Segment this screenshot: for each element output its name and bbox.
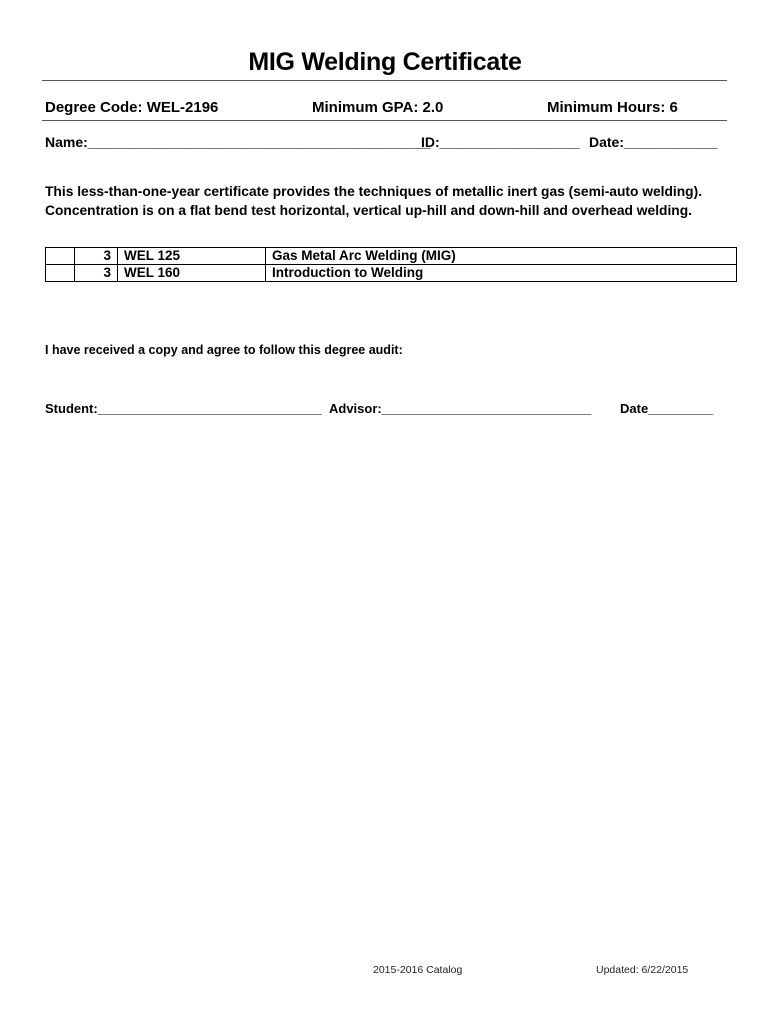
- degree-code: Degree Code: WEL-2196: [45, 99, 219, 116]
- advisor-signature-field[interactable]: Advisor:_____________________________: [329, 401, 592, 416]
- checkbox-cell[interactable]: [46, 265, 75, 282]
- date-field[interactable]: Date:____________: [589, 134, 718, 150]
- course-code: WEL 125: [118, 248, 266, 265]
- minimum-gpa: Minimum GPA: 2.0: [312, 99, 444, 116]
- checkbox-cell[interactable]: [46, 248, 75, 265]
- course-code: WEL 160: [118, 265, 266, 282]
- course-title: Gas Metal Arc Welding (MIG): [266, 248, 737, 265]
- certificate-description: This less-than-one-year certificate provides the techniques of metallic inert gas (semi-auto welding). Concentration is on a flat bend test horizontal, vertical up-hill and down-hill and overhead welding.: [45, 184, 703, 218]
- footer-updated: Updated: 6/22/2015: [596, 964, 689, 976]
- name-field[interactable]: Name:____________________________________________: [45, 134, 431, 150]
- course-table: [45, 247, 737, 282]
- student-signature-field[interactable]: Student:_______________________________: [45, 401, 322, 416]
- footer-catalog: 2015-2016 Catalog: [373, 964, 463, 976]
- title-divider: [42, 80, 727, 81]
- table-row: [46, 265, 737, 282]
- meta-divider: [42, 120, 727, 121]
- page-title: MIG Welding Certificate: [248, 48, 522, 76]
- minimum-hours: Minimum Hours: 6: [547, 99, 678, 116]
- agreement-statement: I have received a copy and agree to follow this degree audit:: [45, 343, 403, 357]
- signature-date-field[interactable]: Date_________: [620, 401, 714, 416]
- course-title: Introduction to Welding: [266, 265, 737, 282]
- course-hours: 3: [75, 248, 118, 265]
- course-hours: 3: [75, 265, 118, 282]
- id-field[interactable]: ID:__________________: [421, 134, 580, 150]
- table-row: [46, 248, 737, 265]
